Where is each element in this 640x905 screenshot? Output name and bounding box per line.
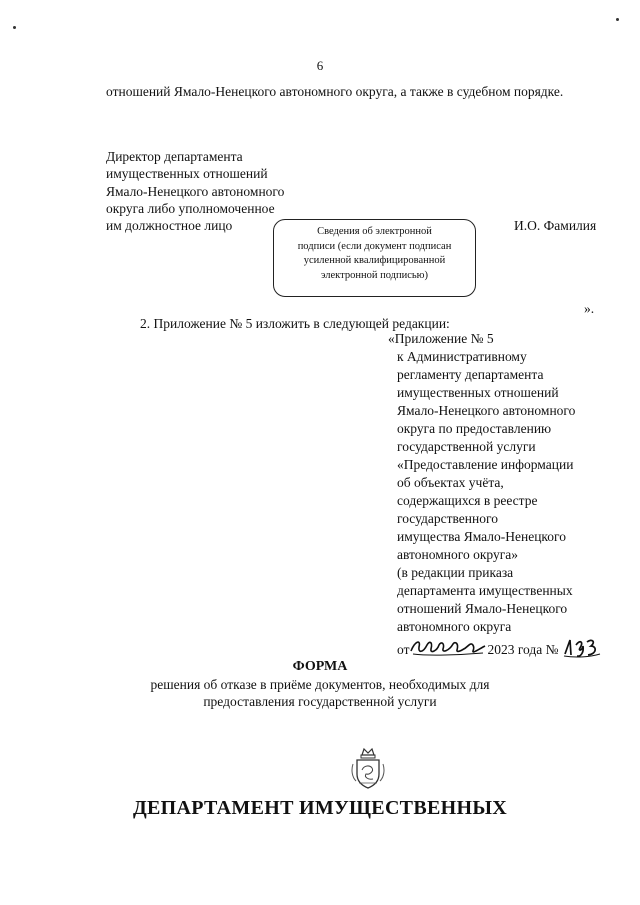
appendix-line: имущественных отношений [397,385,559,400]
appendix-line: (в редакции приказа [397,565,514,580]
appendix-line: отношений Ямало-Ненецкого [397,601,568,616]
role-line: им должностное лицо [106,218,233,234]
appendix-line: к Административному [397,349,527,364]
department-heading: ДЕПАРТАМЕНТ ИМУЩЕСТВЕННЫХ [132,797,508,819]
appendix-header [388,330,602,657]
stamp-line: подписи (если документ подписан [297,240,452,252]
date-suffix: 2023 года № [487,642,559,657]
handwritten-order-number [562,636,602,658]
signatory-role [106,148,284,234]
form-subtitle [0,676,640,710]
stamp-line: Сведения об электронной [317,226,432,237]
signatory-name: И.О. Фамилия [514,218,597,233]
appendix-line: об объектах учёта, [397,475,504,490]
appendix-line: государственной услуги [397,439,536,454]
appendix-date-line [388,636,602,657]
handwritten-date-signature [409,637,487,657]
role-line: Директор департамента [106,149,243,164]
appendix-line: «Предоставление информации [397,457,574,472]
role-line: имущественных отношений [106,166,268,182]
scan-speck-left [13,26,16,29]
form-title: ФОРМА [292,659,348,674]
date-prefix: от [397,642,410,657]
appendix-line: имущества Ямало-Ненецкого [397,529,567,544]
appendix-line: округа по предоставлению [397,421,552,436]
form-subtitle-line: решения об отказе в приёме документов, необходимых для [150,677,490,692]
role-line: Ямало-Ненецкого автономного [106,183,285,199]
appendix-line: автономного округа [397,619,512,634]
coat-of-arms-icon [348,746,388,790]
appendix-line: департамента имущественных [397,583,573,598]
appendix-line: автономного округа» [397,547,518,562]
stamp-line: электронной подписью) [320,269,429,281]
role-line: округа либо уполномоченное [106,200,275,216]
electronic-signature-stamp [273,219,476,297]
scan-speck-right [616,18,619,21]
appendix-line: государственного [397,511,498,526]
appendix-line: регламенту департамента [397,367,544,382]
stamp-line: усиленной квалифицированной [303,255,446,266]
form-subtitle-line: предоставления государственной услуги [203,694,437,709]
page-number: 6 [316,58,324,73]
appendix-line: содержащихся в реестре [397,493,538,508]
intro-paragraph: отношений Ямало-Ненецкого автономного округа, а также в судебном порядке. [106,84,564,99]
closing-quote: ». [584,301,595,316]
appendix-line: «Приложение № 5 [388,331,494,346]
item-2-text: 2. Приложение № 5 изложить в следующей редакции: [140,316,450,331]
appendix-line: Ямало-Ненецкого автономного [397,403,576,418]
